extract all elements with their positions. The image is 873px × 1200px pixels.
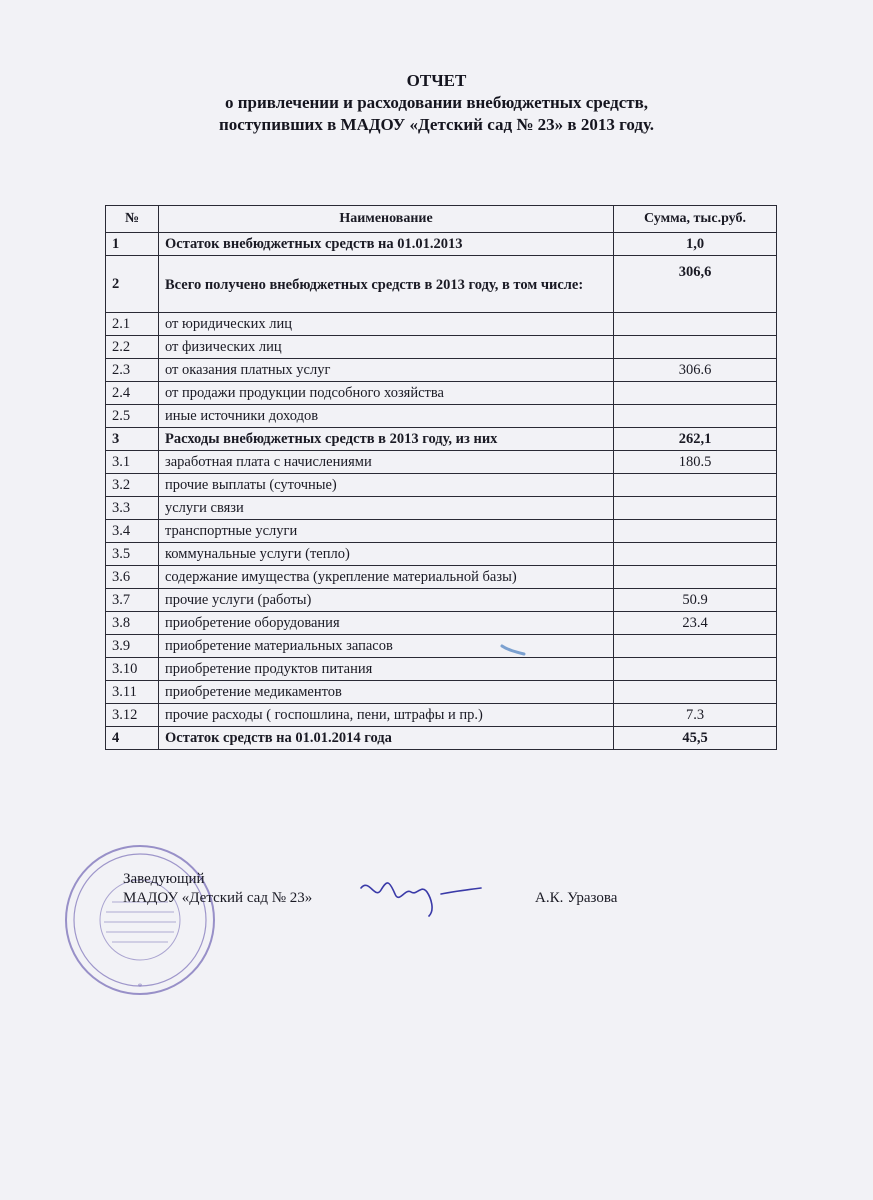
- row-name: от юридических лиц: [159, 313, 614, 336]
- table-row: [106, 704, 777, 727]
- row-name: приобретение материальных запасов: [159, 635, 614, 658]
- table-row: [106, 612, 777, 635]
- row-name: прочие выплаты (суточные): [159, 474, 614, 497]
- row-sum: [614, 520, 777, 543]
- table-row: [106, 382, 777, 405]
- row-name: приобретение медикаментов: [159, 681, 614, 704]
- row-name: приобретение оборудования: [159, 612, 614, 635]
- table-row: [106, 520, 777, 543]
- table-header-row: [106, 206, 777, 233]
- row-sum: 306,6: [614, 256, 777, 313]
- table-row: [106, 589, 777, 612]
- row-name: транспортные услуги: [159, 520, 614, 543]
- title-line-3: поступивших в МАДОУ «Детский сад № 23» в 2013 году.: [218, 115, 655, 134]
- row-sum: 306.6: [614, 359, 777, 382]
- row-name: от оказания платных услуг: [159, 359, 614, 382]
- row-sum: [614, 635, 777, 658]
- row-num: 3.9: [106, 635, 159, 658]
- row-num: 3.11: [106, 681, 159, 704]
- table-row: [106, 474, 777, 497]
- row-name: от физических лиц: [159, 336, 614, 359]
- title-line-2: о привлечении и расходовании внебюджетных средств,: [224, 93, 649, 112]
- row-num: 3.3: [106, 497, 159, 520]
- table-row: [106, 313, 777, 336]
- row-sum: [614, 497, 777, 520]
- row-num: 3.1: [106, 451, 159, 474]
- handwritten-signature: [355, 870, 485, 920]
- row-sum: [614, 336, 777, 359]
- row-num: 2.4: [106, 382, 159, 405]
- row-num: 2: [106, 256, 159, 313]
- row-name: прочие расходы ( госпошлина, пени, штрафы и пр.): [159, 704, 614, 727]
- table-row: [106, 497, 777, 520]
- pen-mark: [500, 640, 530, 660]
- row-sum: 1,0: [614, 233, 777, 256]
- row-sum: 23.4: [614, 612, 777, 635]
- header-name: Наименование: [159, 206, 614, 233]
- row-num: 3.6: [106, 566, 159, 589]
- table-row: [106, 405, 777, 428]
- row-name: Расходы внебюджетных средств в 2013 году, из них: [159, 428, 614, 451]
- table-row: [106, 658, 777, 681]
- signature-block: [123, 870, 312, 908]
- row-num: 2.2: [106, 336, 159, 359]
- row-num: 3.12: [106, 704, 159, 727]
- row-name: прочие услуги (работы): [159, 589, 614, 612]
- row-sum: 50.9: [614, 589, 777, 612]
- row-sum: [614, 566, 777, 589]
- table-row: [106, 428, 777, 451]
- header-num: №: [106, 206, 159, 233]
- signer-name: А.К. Уразова: [535, 890, 618, 906]
- table-row: [106, 543, 777, 566]
- position-line-2: МАДОУ «Детский сад № 23»: [123, 890, 313, 906]
- row-num: 3.4: [106, 520, 159, 543]
- table-row: [106, 359, 777, 382]
- row-num: 3.8: [106, 612, 159, 635]
- row-sum: [614, 474, 777, 497]
- row-num: 3.10: [106, 658, 159, 681]
- table-row: [106, 451, 777, 474]
- row-num: 1: [106, 233, 159, 256]
- row-num: 4: [106, 727, 159, 750]
- table-row: [106, 256, 777, 313]
- table-row: [106, 727, 777, 750]
- row-name: содержание имущества (укрепление материальной базы): [159, 566, 614, 589]
- row-name: Остаток внебюджетных средств на 01.01.2013: [159, 233, 614, 256]
- row-name: коммунальные услуги (тепло): [159, 543, 614, 566]
- row-sum: [614, 313, 777, 336]
- row-sum: [614, 681, 777, 704]
- row-sum: [614, 405, 777, 428]
- table-row: [106, 635, 777, 658]
- row-name: заработная плата с начислениями: [159, 451, 614, 474]
- row-name: услуги связи: [159, 497, 614, 520]
- table-row: [106, 566, 777, 589]
- row-num: 2.1: [106, 313, 159, 336]
- header-sum: Сумма, тыс.руб.: [614, 206, 777, 233]
- row-sum: [614, 382, 777, 405]
- row-num: 2.3: [106, 359, 159, 382]
- row-sum: 7.3: [614, 704, 777, 727]
- position-line-1: Заведующий: [123, 871, 205, 887]
- table-row: [106, 336, 777, 359]
- row-num: 3.2: [106, 474, 159, 497]
- official-stamp: [60, 840, 220, 1000]
- row-sum: [614, 658, 777, 681]
- row-num: 3: [106, 428, 159, 451]
- row-num: 3.7: [106, 589, 159, 612]
- row-name: Остаток средств на 01.01.2014 года: [159, 727, 614, 750]
- svg-text:*: *: [137, 982, 143, 993]
- row-num: 2.5: [106, 405, 159, 428]
- row-name: иные источники доходов: [159, 405, 614, 428]
- report-title: [0, 70, 873, 136]
- table-row: [106, 681, 777, 704]
- row-sum: 180.5: [614, 451, 777, 474]
- row-sum: 45,5: [614, 727, 777, 750]
- report-table: [105, 205, 777, 750]
- row-name: Всего получено внебюджетных средств в 2013 году, в том числе:: [159, 256, 614, 313]
- table-row: [106, 233, 777, 256]
- row-sum: [614, 543, 777, 566]
- row-sum: 262,1: [614, 428, 777, 451]
- row-name: приобретение продуктов питания: [159, 658, 614, 681]
- row-name: от продажи продукции подсобного хозяйства: [159, 382, 614, 405]
- title-line-1: ОТЧЕТ: [406, 71, 467, 90]
- row-num: 3.5: [106, 543, 159, 566]
